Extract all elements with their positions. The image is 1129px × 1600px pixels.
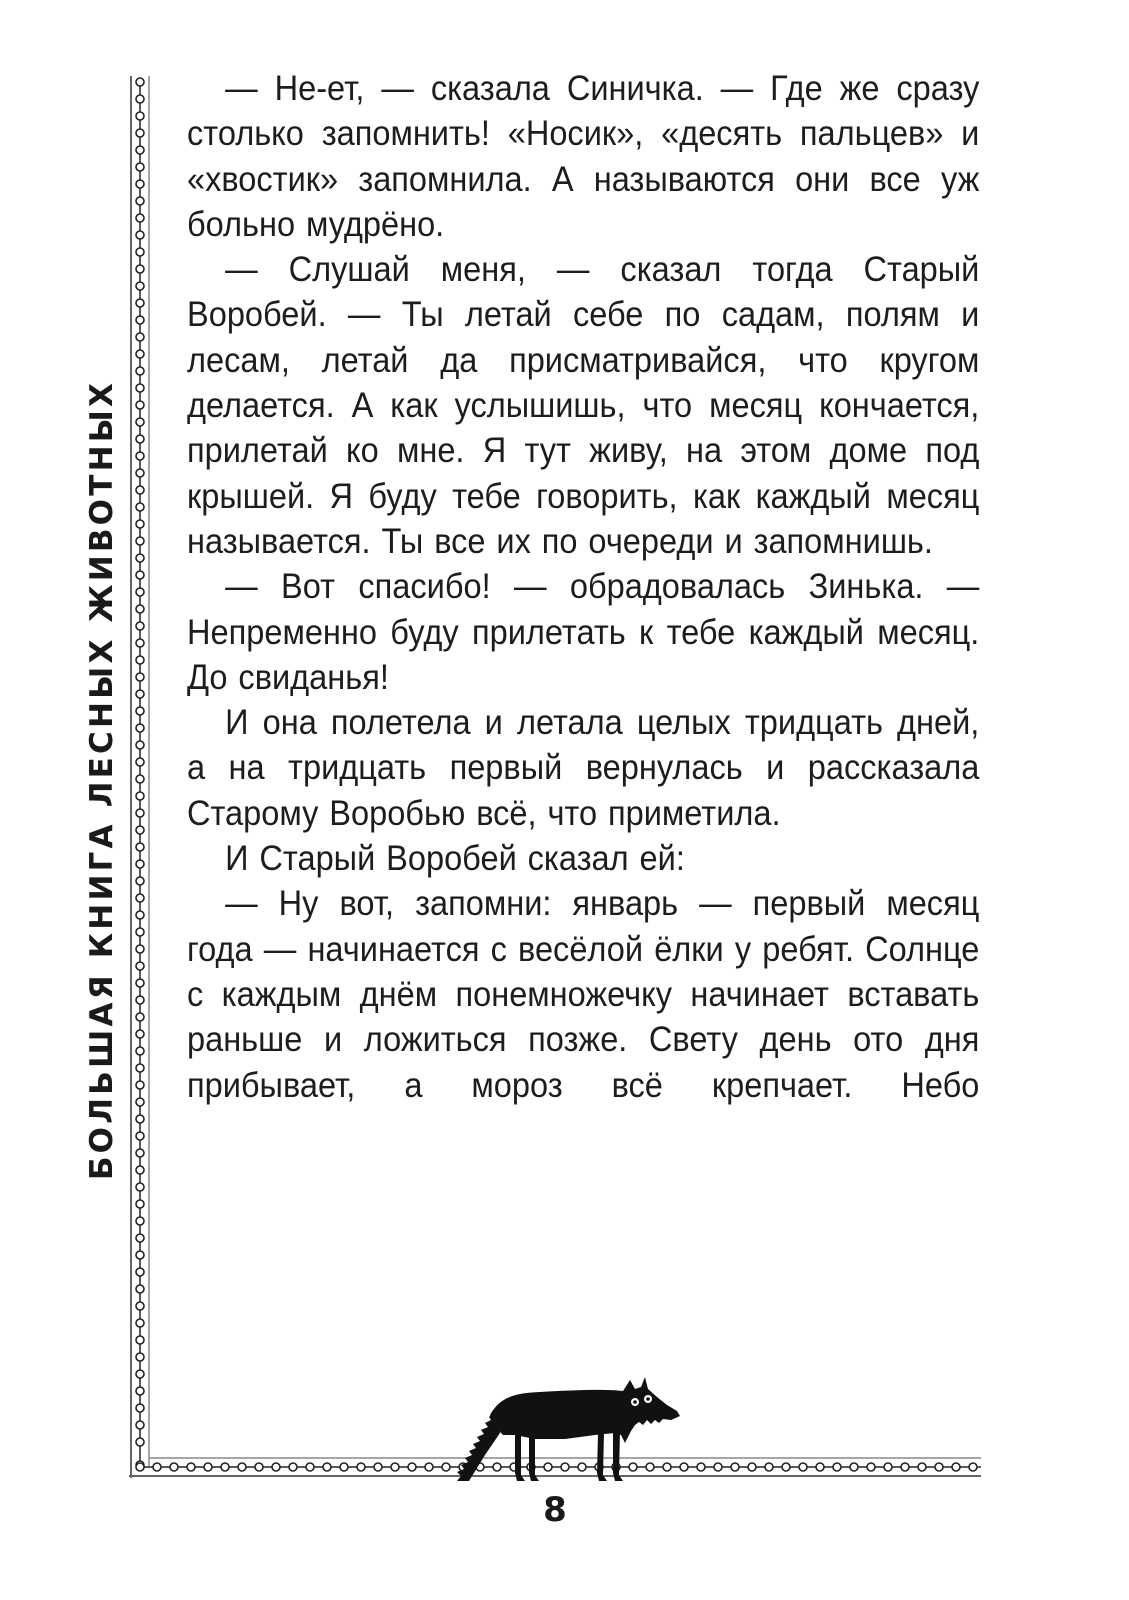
paragraph: — Ну вот, запомни: январь — первый месяц года — начинается с весёлой ёлки у ребят. Солнце с каждым днём понемножечку начинает вставать раньше и ложиться позже. Свету день ото дня прибывает, а мороз всё крепчает. Небо xyxy=(187,884,980,1105)
wolf-silhouette-icon xyxy=(445,1375,695,1485)
story-text xyxy=(187,66,980,1108)
paragraph: — Вот спасибо! — обрадовалась Зинька. — Непременно буду прилетать к тебе каждый месяц. До свиданья! xyxy=(187,567,980,697)
paragraph: И она полетела и летала целых тридцать дней, а на тридцать первый вернулась и рассказала Старому Воробью всё, что приметила. xyxy=(187,703,980,833)
page-number: 8 xyxy=(543,1490,567,1530)
running-title-text: БОЛЬШАЯ КНИГА ЛЕСНЫХ ЖИВОТНЫХ xyxy=(84,379,120,1181)
paragraph: — Не-ет, — сказала Синичка. — Где же сразу столько запомнить! «Носик», «десять пальцев» и «хвостик» запомнила. А называются они все уж больно мудрёно. xyxy=(187,69,980,244)
chain-border-left xyxy=(129,76,151,1478)
paragraph: — Слушай меня, — сказал тогда Старый Воробей. — Ты летай себе по садам, полям и лесам, летай да присматривайся, что кругом делается. А как услышишь, что месяц кончается, прилетай ко мне. Я тут живу, на этом доме под крышей. Я буду тебе говорить, как каждый месяц называется. Ты все их по очереди и запомнишь. xyxy=(187,250,980,561)
paragraph: И Старый Воробей сказал ей: xyxy=(225,839,685,879)
